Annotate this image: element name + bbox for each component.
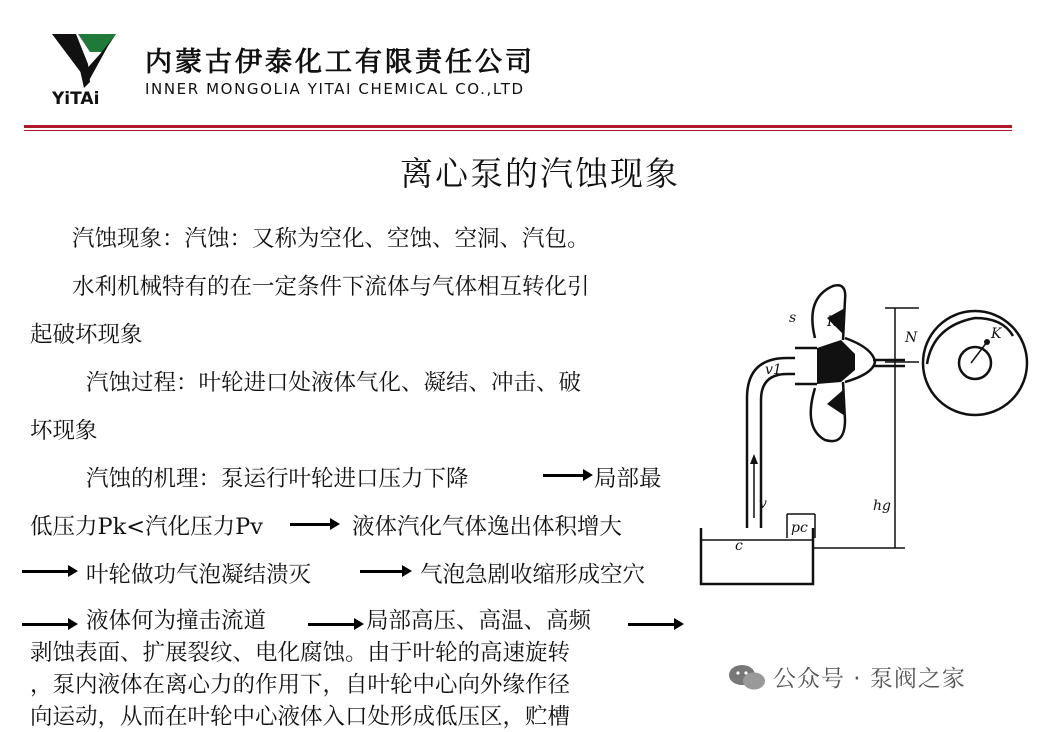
label-hg: hg (873, 498, 891, 514)
arrow-icon (360, 570, 404, 573)
arrow-icon (308, 623, 356, 626)
label-s: s (789, 310, 797, 326)
text-line-2: 水利机械特有的在一定条件下流体与气体相互转化引 (72, 274, 590, 300)
label-pc: pc (791, 520, 808, 536)
arrow-icon (290, 523, 332, 526)
company-name-en: INNER MONGOLIA YITAI CHEMICAL CO.,LTD (145, 80, 525, 98)
arrow-icon (22, 570, 70, 573)
text-line-8b: 气泡急剧收缩形成空穴 (420, 562, 646, 588)
text-line-4: 汽蚀过程：叶轮进口处液体气化、凝结、冲击、破 (86, 370, 582, 396)
page-title: 离心泵的汽蚀现象 (400, 154, 680, 193)
arrow-icon (628, 623, 676, 626)
text-line-3: 起破坏现象 (30, 322, 143, 348)
yitai-logo-icon (50, 30, 120, 108)
arrow-icon (543, 474, 585, 477)
text-line-7a: 低压力Pk<汽化压力Pv (30, 514, 263, 540)
company-name-cn: 内蒙古伊泰化工有限责任公司 (145, 47, 535, 78)
label-v1: v1 (765, 362, 782, 378)
text-line-5: 坏现象 (30, 418, 98, 444)
header-divider (24, 125, 1012, 128)
text-line-8a: 叶轮做功气泡凝结溃灭 (86, 562, 312, 588)
text-line-12: 向运动，从而在叶轮中心液体入口处形成低压区，贮槽 (30, 704, 571, 730)
watermark-text: 公众号 · 泵阀之家 (773, 666, 966, 692)
text-line-6a: 汽蚀的机理：泵运行叶轮进口压力下降 (86, 466, 469, 492)
text-line-10: 剥蚀表面、扩展裂纹、电化腐蚀。由于叶轮的高速旋转 (30, 640, 571, 666)
centrifugal-pump-diagram (695, 278, 1030, 603)
text-line-9b: 局部高压、高温、高频 (366, 608, 592, 634)
label-k-volute: K (991, 326, 1002, 342)
logo-text: YiTAi (52, 89, 100, 108)
text-line-9a: 液体何为撞击流道 (86, 608, 267, 634)
label-n: N (905, 330, 918, 346)
label-c: c (735, 538, 743, 554)
text-line-7b: 液体汽化气体逸出体积增大 (352, 514, 623, 540)
label-k: K (827, 314, 838, 330)
header-divider-thin (24, 130, 1012, 131)
arrow-icon (22, 623, 70, 626)
text-line-11: ，泵内液体在离心力的作用下，自叶轮中心向外缘作径 (30, 672, 571, 698)
text-line-6b: 局部最 (594, 466, 662, 492)
text-line-1: 汽蚀现象：汽蚀：又称为空化、空蚀、空洞、汽包。 (72, 226, 590, 252)
label-v: v (759, 496, 767, 512)
